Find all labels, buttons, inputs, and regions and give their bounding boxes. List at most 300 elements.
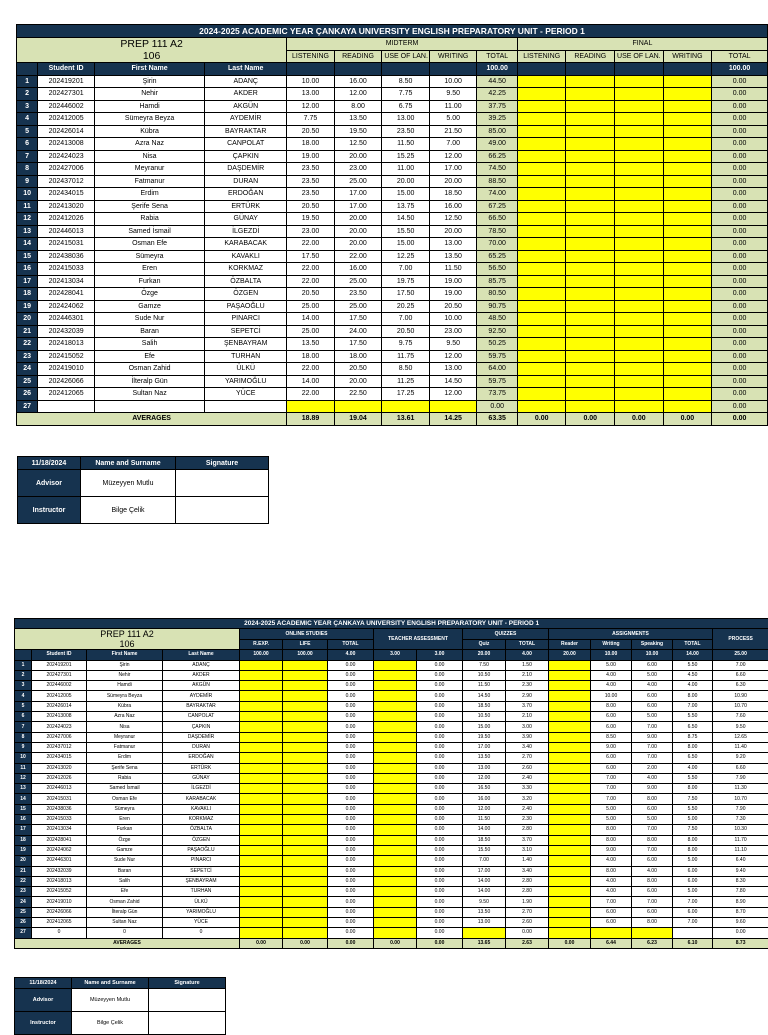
life-input[interactable]: [283, 784, 328, 794]
midterm-use-of-lan-score[interactable]: 15.00: [382, 188, 430, 201]
life-input[interactable]: [283, 907, 328, 917]
final-reading-input[interactable]: [566, 238, 615, 251]
life-input[interactable]: [283, 845, 328, 855]
final-listening-input[interactable]: [517, 363, 566, 376]
final-writing-input[interactable]: [663, 388, 712, 401]
final-reading-input[interactable]: [566, 175, 615, 188]
rexp-input[interactable]: [240, 660, 283, 670]
rexp-input[interactable]: [240, 897, 283, 907]
life-input[interactable]: [283, 732, 328, 742]
final-use-of-lan-input[interactable]: [615, 363, 664, 376]
final-listening-input[interactable]: [517, 88, 566, 101]
life-input[interactable]: [283, 918, 328, 928]
midterm-writing-score[interactable]: 7.00: [429, 138, 477, 151]
final-writing-input[interactable]: [663, 313, 712, 326]
final-listening-input[interactable]: [517, 300, 566, 313]
life-input[interactable]: [283, 722, 328, 732]
rexp-input[interactable]: [240, 722, 283, 732]
midterm-reading-score[interactable]: 25.00: [334, 300, 382, 313]
life-input[interactable]: [283, 856, 328, 866]
final-writing-input[interactable]: [663, 225, 712, 238]
midterm-writing-score[interactable]: 16.00: [429, 200, 477, 213]
midterm-use-of-lan-score[interactable]: 13.00: [382, 113, 430, 126]
final-reading-input[interactable]: [566, 125, 615, 138]
final-reading-input[interactable]: [566, 100, 615, 113]
reader-input[interactable]: [549, 835, 591, 845]
midterm-listening-score[interactable]: 20.50: [287, 125, 335, 138]
midterm-use-of-lan-score[interactable]: 11.25: [382, 375, 430, 388]
midterm-reading-score[interactable]: 20.50: [334, 363, 382, 376]
midterm-listening-score[interactable]: 20.50: [287, 288, 335, 301]
final-writing-input[interactable]: [663, 375, 712, 388]
midterm-writing-score[interactable]: 19.00: [429, 288, 477, 301]
final-use-of-lan-input[interactable]: [615, 325, 664, 338]
final-listening-input[interactable]: [517, 338, 566, 351]
teacher-assessment-input[interactable]: [374, 907, 417, 917]
final-reading-input[interactable]: [566, 75, 615, 88]
midterm-reading-score[interactable]: 18.00: [334, 350, 382, 363]
reader-input[interactable]: [549, 670, 591, 680]
final-use-of-lan-input[interactable]: [615, 288, 664, 301]
life-input[interactable]: [283, 804, 328, 814]
reader-input[interactable]: [549, 722, 591, 732]
rexp-input[interactable]: [240, 763, 283, 773]
midterm-writing-score[interactable]: 5.00: [429, 113, 477, 126]
teacher-assessment-input[interactable]: [374, 732, 417, 742]
teacher-assessment-input[interactable]: [374, 825, 417, 835]
final-use-of-lan-input[interactable]: [615, 200, 664, 213]
final-use-of-lan-input[interactable]: [615, 175, 664, 188]
student-id-empty[interactable]: [38, 400, 95, 413]
midterm-use-of-lan-score[interactable]: 12.25: [382, 250, 430, 263]
midterm-use-of-lan-score[interactable]: 7.00: [382, 313, 430, 326]
final-listening-input[interactable]: [517, 275, 566, 288]
rexp-input[interactable]: [240, 784, 283, 794]
life-input[interactable]: [283, 712, 328, 722]
life-input[interactable]: [283, 835, 328, 845]
midterm-reading-score[interactable]: 20.00: [334, 150, 382, 163]
reader-input[interactable]: [549, 876, 591, 886]
life-input[interactable]: [283, 701, 328, 711]
midterm-reading-score[interactable]: 24.00: [334, 325, 382, 338]
final-listening-input[interactable]: [517, 113, 566, 126]
midterm-reading-score[interactable]: 12.50: [334, 138, 382, 151]
life-input[interactable]: [283, 897, 328, 907]
midterm-listening-score[interactable]: 22.00: [287, 275, 335, 288]
midterm-use-of-lan-score[interactable]: 9.75: [382, 338, 430, 351]
final-listening-input[interactable]: [517, 388, 566, 401]
final-writing-input[interactable]: [663, 250, 712, 263]
final-use-of-lan-input[interactable]: [615, 375, 664, 388]
final-writing-input[interactable]: [663, 263, 712, 276]
teacher-assessment-input[interactable]: [374, 835, 417, 845]
assign-speaking-input[interactable]: [632, 928, 673, 938]
midterm-writing-score[interactable]: 21.50: [429, 125, 477, 138]
final-reading-input[interactable]: [566, 188, 615, 201]
final-listening-input[interactable]: [517, 188, 566, 201]
rexp-input[interactable]: [240, 794, 283, 804]
final-use-of-lan-input[interactable]: [615, 313, 664, 326]
reader-input[interactable]: [549, 845, 591, 855]
life-input[interactable]: [283, 763, 328, 773]
rexp-input[interactable]: [240, 866, 283, 876]
teacher-assessment-input[interactable]: [374, 784, 417, 794]
midterm-use-of-lan-score[interactable]: 23.50: [382, 125, 430, 138]
teacher-assessment-input[interactable]: [374, 681, 417, 691]
reader-input[interactable]: [549, 794, 591, 804]
final-writing-input[interactable]: [663, 175, 712, 188]
rexp-input[interactable]: [240, 928, 283, 938]
final-writing-input[interactable]: [663, 88, 712, 101]
final-reading-input[interactable]: [566, 325, 615, 338]
final-use-of-lan-input[interactable]: [615, 225, 664, 238]
midterm-writing-score[interactable]: 23.00: [429, 325, 477, 338]
final-reading-input[interactable]: [566, 288, 615, 301]
final-reading-input[interactable]: [566, 375, 615, 388]
midterm-writing-score[interactable]: 12.00: [429, 350, 477, 363]
rexp-input[interactable]: [240, 887, 283, 897]
midterm-use-of-lan-score[interactable]: 20.00: [382, 175, 430, 188]
final-use-of-lan-input[interactable]: [615, 75, 664, 88]
final-listening-input[interactable]: [517, 288, 566, 301]
midterm-listening-score[interactable]: 17.50: [287, 250, 335, 263]
final-reading-input[interactable]: [566, 263, 615, 276]
final-listening-input[interactable]: [517, 375, 566, 388]
final-use-of-lan-input[interactable]: [615, 213, 664, 226]
midterm-reading-score[interactable]: 17.00: [334, 200, 382, 213]
midterm-use-of-lan-score[interactable]: 19.75: [382, 275, 430, 288]
midterm-reading-score[interactable]: 22.00: [334, 250, 382, 263]
midterm-reading-score[interactable]: 13.50: [334, 113, 382, 126]
midterm-listening-score[interactable]: 18.00: [287, 138, 335, 151]
midterm-use-of-lan-score[interactable]: 15.25: [382, 150, 430, 163]
midterm-writing-score[interactable]: 13.00: [429, 363, 477, 376]
midterm-listening-score[interactable]: 14.00: [287, 375, 335, 388]
teacher-assessment-input[interactable]: [374, 660, 417, 670]
midterm-use-of-lan-score[interactable]: 6.75: [382, 100, 430, 113]
final-reading-input[interactable]: [566, 200, 615, 213]
assign-writing-input[interactable]: [591, 928, 632, 938]
final-reading-input[interactable]: [566, 163, 615, 176]
final-reading-input[interactable]: [566, 275, 615, 288]
midterm-listening-score[interactable]: 25.00: [287, 300, 335, 313]
rexp-input[interactable]: [240, 701, 283, 711]
final-listening-input[interactable]: [517, 313, 566, 326]
final-reading-input[interactable]: [566, 350, 615, 363]
reader-input[interactable]: [549, 773, 591, 783]
midterm-listening-score[interactable]: 14.00: [287, 313, 335, 326]
final-reading-input[interactable]: [566, 88, 615, 101]
rexp-input[interactable]: [240, 732, 283, 742]
final-writing-input[interactable]: [663, 325, 712, 338]
teacher-assessment-input[interactable]: [374, 897, 417, 907]
midterm-writing-score[interactable]: 20.50: [429, 300, 477, 313]
midterm-reading-score[interactable]: 12.00: [334, 88, 382, 101]
life-input[interactable]: [283, 794, 328, 804]
final-writing-input[interactable]: [663, 188, 712, 201]
final-writing-input[interactable]: [663, 400, 712, 413]
reader-input[interactable]: [549, 825, 591, 835]
life-input[interactable]: [283, 742, 328, 752]
final-use-of-lan-input[interactable]: [615, 88, 664, 101]
life-input[interactable]: [283, 773, 328, 783]
final-use-of-lan-input[interactable]: [615, 138, 664, 151]
final-writing-input[interactable]: [663, 363, 712, 376]
midterm-writing-score[interactable]: 9.50: [429, 338, 477, 351]
life-input[interactable]: [283, 660, 328, 670]
final-listening-input[interactable]: [517, 213, 566, 226]
reader-input[interactable]: [549, 866, 591, 876]
rexp-input[interactable]: [240, 918, 283, 928]
final-use-of-lan-input[interactable]: [615, 275, 664, 288]
midterm-use-of-lan-score[interactable]: 17.50: [382, 288, 430, 301]
midterm-reading-score[interactable]: 16.00: [334, 263, 382, 276]
midterm-listening-score[interactable]: 23.50: [287, 188, 335, 201]
reader-input[interactable]: [549, 856, 591, 866]
midterm-writing-score[interactable]: 12.00: [429, 388, 477, 401]
midterm-writing-score[interactable]: 13.50: [429, 250, 477, 263]
midterm-listening-score[interactable]: 19.50: [287, 213, 335, 226]
final-listening-input[interactable]: [517, 125, 566, 138]
midterm-listening-score[interactable]: 7.75: [287, 113, 335, 126]
midterm-reading-score[interactable]: 20.00: [334, 238, 382, 251]
midterm-reading-score[interactable]: 16.00: [334, 75, 382, 88]
teacher-assessment-input[interactable]: [374, 876, 417, 886]
midterm-reading-score[interactable]: 22.50: [334, 388, 382, 401]
rexp-input[interactable]: [240, 753, 283, 763]
teacher-assessment-input[interactable]: [374, 815, 417, 825]
final-use-of-lan-input[interactable]: [615, 113, 664, 126]
midterm-use-of-lan-score[interactable]: 20.25: [382, 300, 430, 313]
rexp-input[interactable]: [240, 681, 283, 691]
final-writing-input[interactable]: [663, 275, 712, 288]
final-reading-input[interactable]: [566, 388, 615, 401]
teacher-assessment-input[interactable]: [374, 794, 417, 804]
reader-input[interactable]: [549, 784, 591, 794]
final-reading-input[interactable]: [566, 213, 615, 226]
final-listening-input[interactable]: [517, 325, 566, 338]
final-reading-input[interactable]: [566, 313, 615, 326]
reader-input[interactable]: [549, 732, 591, 742]
teacher-assessment-input[interactable]: [374, 701, 417, 711]
final-listening-input[interactable]: [517, 263, 566, 276]
midterm-listening-score[interactable]: 25.00: [287, 325, 335, 338]
midterm-writing-score[interactable]: 20.00: [429, 225, 477, 238]
teacher-assessment-input[interactable]: [374, 918, 417, 928]
final-use-of-lan-input[interactable]: [615, 125, 664, 138]
midterm-reading-score[interactable]: 20.00: [334, 225, 382, 238]
teacher-assessment-input[interactable]: [374, 856, 417, 866]
rexp-input[interactable]: [240, 876, 283, 886]
midterm-writing-score[interactable]: 11.50: [429, 263, 477, 276]
midterm-reading-score[interactable]: 17.50: [334, 313, 382, 326]
rexp-input[interactable]: [240, 691, 283, 701]
midterm-reading-score[interactable]: 23.00: [334, 163, 382, 176]
final-writing-input[interactable]: [663, 300, 712, 313]
final-use-of-lan-input[interactable]: [615, 188, 664, 201]
midterm-use-of-lan-score[interactable]: 8.50: [382, 75, 430, 88]
final-reading-input[interactable]: [566, 113, 615, 126]
final-use-of-lan-input[interactable]: [615, 350, 664, 363]
midterm-listening-score[interactable]: 22.00: [287, 363, 335, 376]
final-writing-input[interactable]: [663, 163, 712, 176]
teacher-assessment-input[interactable]: [374, 773, 417, 783]
final-writing-input[interactable]: [663, 200, 712, 213]
rexp-input[interactable]: [240, 773, 283, 783]
final-listening-input[interactable]: [517, 100, 566, 113]
midterm-listening-score[interactable]: 22.00: [287, 238, 335, 251]
midterm-reading-score[interactable]: 17.50: [334, 338, 382, 351]
midterm-writing-score[interactable]: 19.00: [429, 275, 477, 288]
final-listening-input[interactable]: [517, 150, 566, 163]
midterm-listening-score[interactable]: 20.50: [287, 200, 335, 213]
final-use-of-lan-input[interactable]: [615, 238, 664, 251]
advisor-signature-field-2[interactable]: [149, 989, 226, 1012]
final-use-of-lan-input[interactable]: [615, 250, 664, 263]
reader-input[interactable]: [549, 815, 591, 825]
final-use-of-lan-input[interactable]: [615, 150, 664, 163]
midterm-reading-score[interactable]: 25.00: [334, 175, 382, 188]
life-input[interactable]: [283, 825, 328, 835]
midterm-writing-score[interactable]: 11.00: [429, 100, 477, 113]
reader-input[interactable]: [549, 763, 591, 773]
final-listening-input[interactable]: [517, 250, 566, 263]
midterm-listening-score[interactable]: 23.00: [287, 225, 335, 238]
first-name-empty[interactable]: [94, 400, 204, 413]
midterm-use-of-lan-score[interactable]: 15.50: [382, 225, 430, 238]
life-input[interactable]: [283, 887, 328, 897]
teacher-assessment-input[interactable]: [374, 887, 417, 897]
final-listening-input[interactable]: [517, 175, 566, 188]
midterm-use-of-lan-score[interactable]: 20.50: [382, 325, 430, 338]
life-input[interactable]: [283, 815, 328, 825]
midterm-writing-score[interactable]: 20.00: [429, 175, 477, 188]
final-use-of-lan-input[interactable]: [615, 100, 664, 113]
final-writing-input[interactable]: [663, 238, 712, 251]
midterm-reading-input[interactable]: [334, 400, 382, 413]
midterm-listening-score[interactable]: 23.50: [287, 175, 335, 188]
life-input[interactable]: [283, 670, 328, 680]
final-reading-input[interactable]: [566, 225, 615, 238]
midterm-writing-score[interactable]: 10.00: [429, 75, 477, 88]
final-listening-input[interactable]: [517, 400, 566, 413]
midterm-listening-score[interactable]: 18.00: [287, 350, 335, 363]
life-input[interactable]: [283, 876, 328, 886]
midterm-use-of-lan-score[interactable]: 11.75: [382, 350, 430, 363]
final-reading-input[interactable]: [566, 338, 615, 351]
rexp-input[interactable]: [240, 712, 283, 722]
final-listening-input[interactable]: [517, 75, 566, 88]
rexp-input[interactable]: [240, 835, 283, 845]
midterm-reading-score[interactable]: 25.00: [334, 275, 382, 288]
rexp-input[interactable]: [240, 815, 283, 825]
final-use-of-lan-input[interactable]: [615, 300, 664, 313]
rexp-input[interactable]: [240, 825, 283, 835]
quiz-input[interactable]: [463, 928, 506, 938]
midterm-writing-score[interactable]: 12.50: [429, 213, 477, 226]
midterm-writing-score[interactable]: 18.50: [429, 188, 477, 201]
teacher-assessment-input[interactable]: [374, 845, 417, 855]
final-listening-input[interactable]: [517, 200, 566, 213]
rexp-input[interactable]: [240, 804, 283, 814]
midterm-reading-score[interactable]: 19.50: [334, 125, 382, 138]
reader-input[interactable]: [549, 660, 591, 670]
midterm-use-of-lan-score[interactable]: 15.00: [382, 238, 430, 251]
teacher-assessment-input[interactable]: [374, 742, 417, 752]
teacher-assessment-input[interactable]: [374, 712, 417, 722]
final-use-of-lan-input[interactable]: [615, 338, 664, 351]
midterm-listening-score[interactable]: 22.00: [287, 263, 335, 276]
midterm-writing-score[interactable]: 10.00: [429, 313, 477, 326]
midterm-reading-score[interactable]: 20.00: [334, 213, 382, 226]
teacher-assessment-input[interactable]: [374, 670, 417, 680]
final-writing-input[interactable]: [663, 338, 712, 351]
rexp-input[interactable]: [240, 907, 283, 917]
reader-input[interactable]: [549, 897, 591, 907]
life-input[interactable]: [283, 866, 328, 876]
midterm-use-of-lan-score[interactable]: 17.25: [382, 388, 430, 401]
reader-input[interactable]: [549, 701, 591, 711]
final-writing-input[interactable]: [663, 75, 712, 88]
teacher-assessment-input[interactable]: [374, 804, 417, 814]
last-name-empty[interactable]: [205, 400, 287, 413]
final-writing-input[interactable]: [663, 113, 712, 126]
midterm-listening-score[interactable]: 12.00: [287, 100, 335, 113]
reader-input[interactable]: [549, 804, 591, 814]
life-input[interactable]: [283, 681, 328, 691]
reader-input[interactable]: [549, 928, 591, 938]
final-writing-input[interactable]: [663, 350, 712, 363]
reader-input[interactable]: [549, 712, 591, 722]
rexp-input[interactable]: [240, 856, 283, 866]
final-writing-input[interactable]: [663, 138, 712, 151]
reader-input[interactable]: [549, 691, 591, 701]
teacher-assessment-input[interactable]: [374, 928, 417, 938]
midterm-writing-score[interactable]: 17.00: [429, 163, 477, 176]
midterm-listening-score[interactable]: 13.00: [287, 88, 335, 101]
final-use-of-lan-input[interactable]: [615, 263, 664, 276]
midterm-use-of-lan-score[interactable]: 11.50: [382, 138, 430, 151]
midterm-writing-score[interactable]: 13.00: [429, 238, 477, 251]
instructor-signature-field[interactable]: [176, 497, 269, 524]
final-use-of-lan-input[interactable]: [615, 163, 664, 176]
final-reading-input[interactable]: [566, 400, 615, 413]
teacher-assessment-input[interactable]: [374, 763, 417, 773]
midterm-listening-score[interactable]: 13.50: [287, 338, 335, 351]
midterm-use-of-lan-input[interactable]: [382, 400, 430, 413]
instructor-signature-field-2[interactable]: [149, 1012, 226, 1035]
final-listening-input[interactable]: [517, 163, 566, 176]
final-writing-input[interactable]: [663, 150, 712, 163]
final-reading-input[interactable]: [566, 138, 615, 151]
reader-input[interactable]: [549, 753, 591, 763]
life-input[interactable]: [283, 928, 328, 938]
reader-input[interactable]: [549, 681, 591, 691]
midterm-reading-score[interactable]: 20.00: [334, 375, 382, 388]
midterm-use-of-lan-score[interactable]: 7.00: [382, 263, 430, 276]
reader-input[interactable]: [549, 887, 591, 897]
rexp-input[interactable]: [240, 742, 283, 752]
final-reading-input[interactable]: [566, 250, 615, 263]
advisor-signature-field[interactable]: [176, 470, 269, 497]
midterm-listening-score[interactable]: 19.00: [287, 150, 335, 163]
final-use-of-lan-input[interactable]: [615, 388, 664, 401]
reader-input[interactable]: [549, 918, 591, 928]
final-listening-input[interactable]: [517, 350, 566, 363]
midterm-listening-input[interactable]: [287, 400, 335, 413]
final-writing-input[interactable]: [663, 125, 712, 138]
midterm-use-of-lan-score[interactable]: 14.50: [382, 213, 430, 226]
